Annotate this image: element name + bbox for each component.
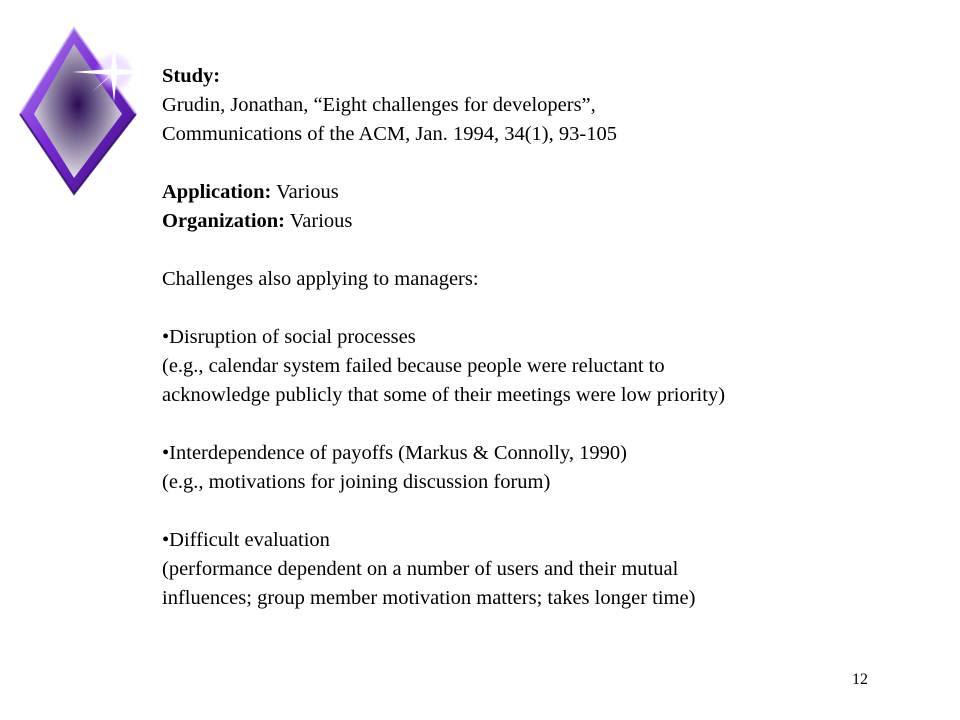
slide-body bbox=[162, 62, 942, 613]
application-label: Application: bbox=[162, 181, 272, 203]
challenge-item-detail: (e.g., motivations for joining discussion forum) bbox=[162, 471, 551, 493]
citation-line-2: Communications of the ACM, Jan. 1994, 34(1), 93-105 bbox=[162, 123, 617, 145]
study-heading: Study: bbox=[162, 65, 221, 87]
challenge-item-detail: (e.g., calendar system failed because people were reluctant to bbox=[162, 355, 665, 377]
challenge-item-title: •Difficult evaluation bbox=[162, 529, 330, 551]
application-value: Various bbox=[271, 181, 339, 203]
spacer bbox=[162, 236, 942, 265]
application-line bbox=[162, 178, 942, 207]
challenges-intro: Challenges also applying to managers: bbox=[162, 268, 479, 290]
spacer bbox=[162, 294, 942, 323]
spacer bbox=[162, 149, 942, 178]
page-number: 12 bbox=[852, 671, 868, 688]
organization-value: Various bbox=[285, 210, 353, 232]
organization-line bbox=[162, 207, 942, 236]
organization-label: Organization: bbox=[162, 210, 285, 232]
challenge-item-title: •Interdependence of payoffs (Markus & Connolly, 1990) bbox=[162, 442, 627, 464]
diamond-sparkle-icon bbox=[14, 22, 164, 207]
citation-line-1: Grudin, Jonathan, “Eight challenges for developers”, bbox=[162, 94, 596, 116]
spacer bbox=[162, 410, 942, 439]
challenge-item-detail: influences; group member motivation matters; takes longer time) bbox=[162, 587, 696, 609]
spacer bbox=[162, 497, 942, 526]
challenge-item-detail: acknowledge publicly that some of their meetings were low priority) bbox=[162, 384, 726, 406]
challenge-item-title: •Disruption of social processes bbox=[162, 326, 416, 348]
challenge-item-detail: (performance dependent on a number of users and their mutual bbox=[162, 558, 679, 580]
